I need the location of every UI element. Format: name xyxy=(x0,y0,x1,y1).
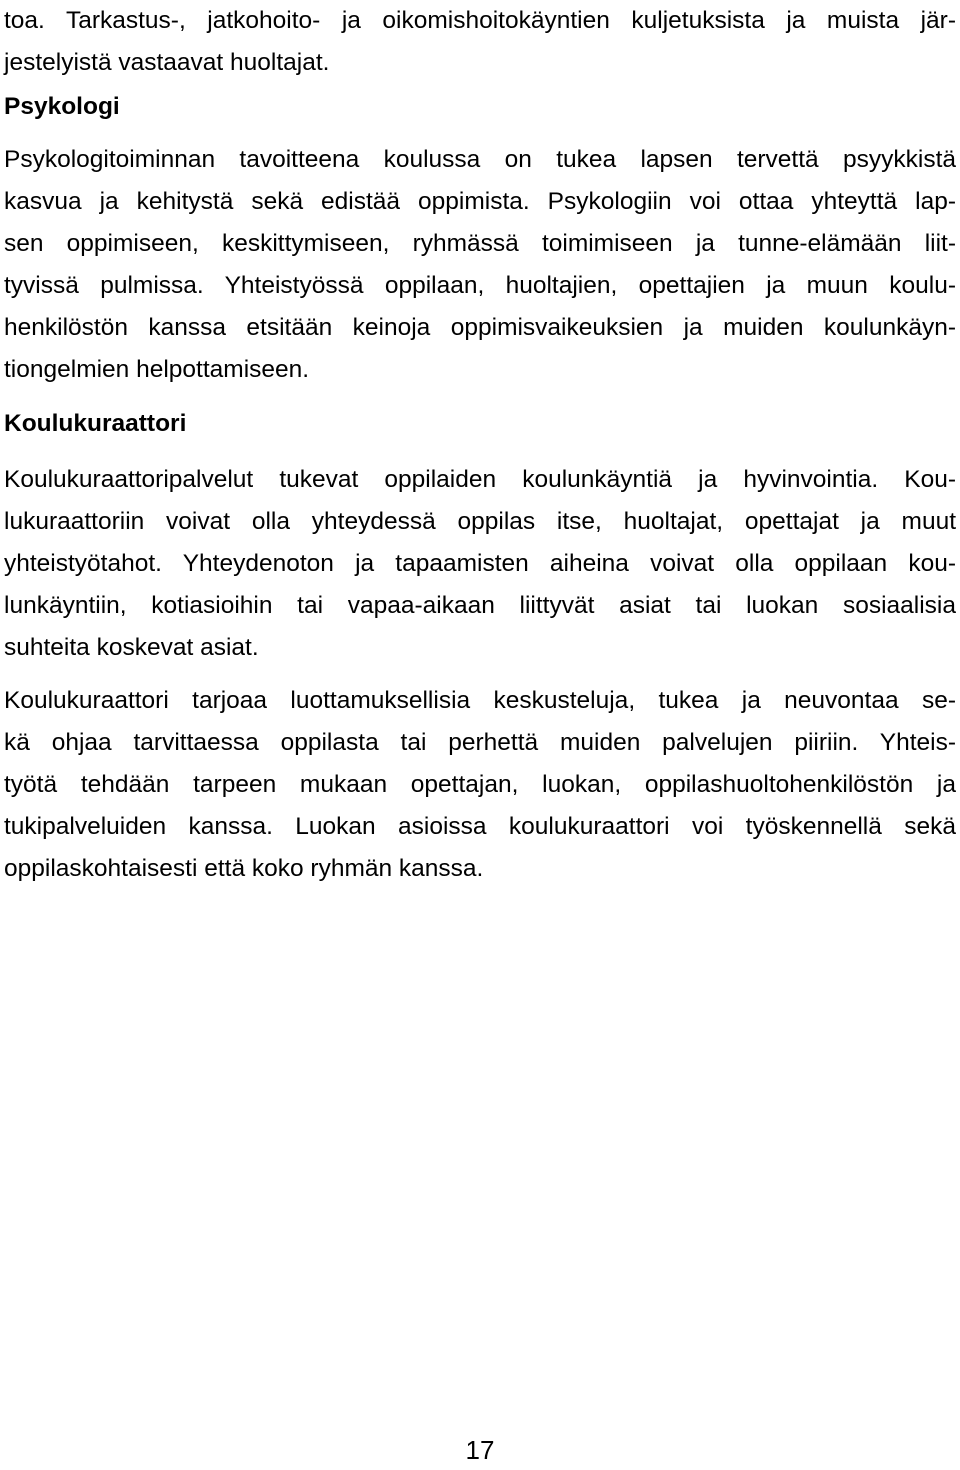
text-line: tyvissä pulmissa. Yhteistyössä oppilaan, huoltajien, opettajien ja muun koulu- xyxy=(4,272,956,299)
text-line: oppilaskohtaisesti että koko ryhmän kanssa. xyxy=(4,855,484,882)
text-line: työtä tehdään tarpeen mukaan opettajan, luokan, oppilashuoltohenkilöstön ja xyxy=(4,771,956,798)
text-line: suhteita koskevat asiat. xyxy=(4,634,259,661)
text-line: Psykologitoiminnan tavoitteena koulussa on tukea lapsen tervettä psyykkistä xyxy=(4,146,956,173)
text-line: Koulukuraattori tarjoaa luottamuksellisia keskusteluja, tukea ja neuvontaa se- xyxy=(4,687,956,714)
text-line: kä ohjaa tarvittaessa oppilasta tai perhettä muiden palvelujen piiriin. Yhteis- xyxy=(4,729,956,756)
text-line: tiongelmien helpottamiseen. xyxy=(4,356,310,383)
text-line: tukipalveluiden kanssa. Luokan asioissa koulukuraattori voi työskennellä sekä xyxy=(4,813,956,840)
paragraph-kuraattori-1 xyxy=(4,459,956,669)
heading-koulukuraattori xyxy=(4,403,956,445)
paragraph-psykologi xyxy=(4,139,956,391)
text-line: lunkäyntiin, kotiasioihin tai vapaa-aikaan liittyvät asiat tai luokan sosiaalisia xyxy=(4,592,956,619)
heading-psykologi xyxy=(4,86,956,128)
text-line: lukuraattoriin voivat olla yhteydessä oppilas itse, huoltajat, opettajat ja muut xyxy=(4,508,956,535)
text-line: sen oppimiseen, keskittymiseen, ryhmässä toimimiseen ja tunne-elämään liit- xyxy=(4,230,956,257)
section-heading: Psykologi xyxy=(4,93,120,120)
text-line: Koulukuraattoripalvelut tukevat oppilaiden koulunkäyntiä ja hyvinvointia. Kou- xyxy=(4,466,956,493)
text-line: henkilöstön kanssa etsitään keinoja oppimisvaikeuksien ja muiden koulunkäyn- xyxy=(4,314,956,341)
text-line: toa. Tarkastus-, jatkohoito- ja oikomishoitokäyntien kuljetuksista ja muista jär- xyxy=(4,7,956,34)
text-line: yhteistyötahot. Yhteydenoton ja tapaamisten aiheina voivat olla oppilaan kou- xyxy=(4,550,956,577)
page-number: 17 xyxy=(465,1435,495,1465)
paragraph-kuraattori-2 xyxy=(4,680,956,890)
text-line: kasvua ja kehitystä sekä edistää oppimista. Psykologiin voi ottaa yhteyttä lap- xyxy=(4,188,956,215)
text-line: jestelyistä vastaavat huoltajat. xyxy=(4,49,330,76)
paragraph-intro xyxy=(4,0,956,84)
section-heading: Koulukuraattori xyxy=(4,410,187,437)
